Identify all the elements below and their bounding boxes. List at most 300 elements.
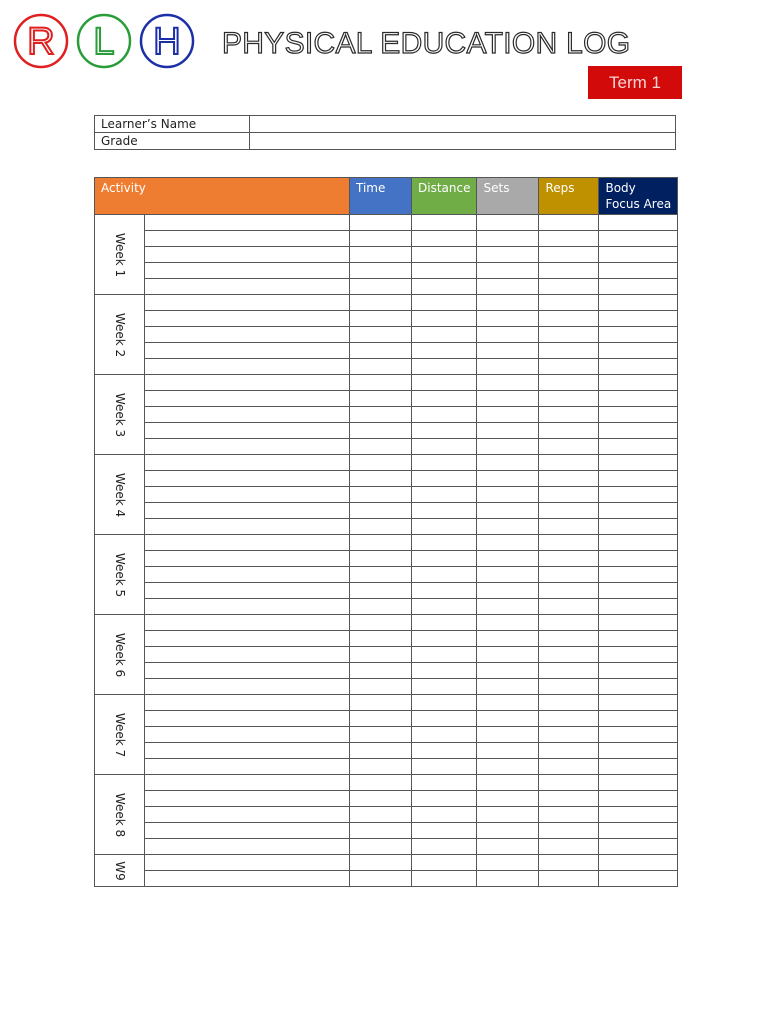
time-cell[interactable]	[350, 263, 412, 279]
body-focus-area-cell[interactable]	[599, 327, 678, 343]
activity-cell[interactable]	[145, 647, 350, 663]
log-row	[95, 759, 678, 775]
log-row	[95, 807, 678, 823]
body-focus-area-cell[interactable]	[599, 743, 678, 759]
log-row	[95, 631, 678, 647]
sets-cell[interactable]	[477, 407, 539, 423]
activity-cell[interactable]	[145, 631, 350, 647]
reps-cell[interactable]	[539, 263, 599, 279]
reps-cell[interactable]	[539, 567, 599, 583]
body-focus-area-cell[interactable]	[599, 471, 678, 487]
distance-cell[interactable]	[412, 647, 477, 663]
log-row	[95, 391, 678, 407]
reps-cell[interactable]	[539, 375, 599, 391]
activity-cell[interactable]	[145, 599, 350, 615]
activity-cell[interactable]	[145, 695, 350, 711]
time-cell[interactable]	[350, 839, 412, 855]
body-focus-area-cell[interactable]	[599, 615, 678, 631]
reps-cell[interactable]	[539, 695, 599, 711]
distance-cell[interactable]	[412, 407, 477, 423]
sets-cell[interactable]	[477, 535, 539, 551]
sets-cell[interactable]	[477, 519, 539, 535]
time-cell[interactable]	[350, 855, 412, 871]
sets-cell[interactable]	[477, 647, 539, 663]
week-label-cell	[95, 695, 145, 775]
activity-cell[interactable]	[145, 567, 350, 583]
time-cell[interactable]	[350, 743, 412, 759]
reps-cell[interactable]	[539, 599, 599, 615]
week-label-cell	[95, 615, 145, 695]
log-row	[95, 247, 678, 263]
time-cell[interactable]	[350, 631, 412, 647]
distance-cell[interactable]	[412, 231, 477, 247]
sets-cell[interactable]	[477, 471, 539, 487]
body-focus-area-cell[interactable]	[599, 343, 678, 359]
distance-cell[interactable]	[412, 791, 477, 807]
distance-cell[interactable]	[412, 359, 477, 375]
reps-cell[interactable]	[539, 231, 599, 247]
time-cell[interactable]	[350, 279, 412, 295]
body-focus-area-cell[interactable]	[599, 407, 678, 423]
sets-cell[interactable]	[477, 551, 539, 567]
log-row	[95, 375, 678, 391]
time-cell[interactable]	[350, 295, 412, 311]
body-focus-area-cell[interactable]	[599, 567, 678, 583]
sets-cell[interactable]	[477, 231, 539, 247]
body-focus-area-cell[interactable]	[599, 871, 678, 887]
log-row	[95, 695, 678, 711]
time-cell[interactable]	[350, 439, 412, 455]
body-focus-area-cell[interactable]	[599, 247, 678, 263]
reps-cell[interactable]	[539, 471, 599, 487]
distance-cell[interactable]	[412, 343, 477, 359]
log-row	[95, 567, 678, 583]
activity-cell[interactable]	[145, 855, 350, 871]
reps-cell[interactable]	[539, 647, 599, 663]
distance-cell[interactable]	[412, 295, 477, 311]
activity-cell[interactable]	[145, 583, 350, 599]
time-cell[interactable]	[350, 791, 412, 807]
sets-cell[interactable]	[477, 391, 539, 407]
time-cell[interactable]	[350, 695, 412, 711]
activity-cell[interactable]	[145, 807, 350, 823]
body-focus-area-cell[interactable]	[599, 647, 678, 663]
sets-cell[interactable]	[477, 487, 539, 503]
time-cell[interactable]	[350, 343, 412, 359]
sets-cell[interactable]	[477, 263, 539, 279]
distance-cell[interactable]	[412, 455, 477, 471]
learner-name-field[interactable]	[250, 116, 676, 133]
sets-cell[interactable]	[477, 823, 539, 839]
log-row	[95, 855, 678, 871]
reps-cell[interactable]	[539, 807, 599, 823]
log-row	[95, 215, 678, 231]
sets-cell[interactable]	[477, 503, 539, 519]
learner-name-row	[95, 116, 676, 133]
week-label: Week 3	[112, 392, 127, 437]
time-cell[interactable]	[350, 583, 412, 599]
distance-cell[interactable]	[412, 823, 477, 839]
logo-letter-h: H	[153, 21, 181, 63]
activity-cell[interactable]	[145, 711, 350, 727]
reps-cell[interactable]	[539, 615, 599, 631]
body-focus-area-header: Body Focus Area	[599, 178, 678, 215]
activity-cell[interactable]	[145, 343, 350, 359]
sets-cell[interactable]	[477, 727, 539, 743]
body-focus-area-cell[interactable]	[599, 503, 678, 519]
learner-info-table	[94, 115, 676, 150]
log-row	[95, 791, 678, 807]
sets-cell[interactable]	[477, 247, 539, 263]
week-label: W9	[112, 860, 127, 881]
body-focus-area-cell[interactable]	[599, 423, 678, 439]
body-focus-area-cell[interactable]	[599, 263, 678, 279]
reps-cell[interactable]	[539, 759, 599, 775]
reps-cell[interactable]	[539, 359, 599, 375]
activity-cell[interactable]	[145, 263, 350, 279]
time-cell[interactable]	[350, 407, 412, 423]
body-focus-area-cell[interactable]	[599, 535, 678, 551]
activity-cell[interactable]	[145, 551, 350, 567]
reps-cell[interactable]	[539, 247, 599, 263]
log-row	[95, 775, 678, 791]
body-focus-area-cell[interactable]	[599, 279, 678, 295]
body-focus-area-cell[interactable]	[599, 295, 678, 311]
time-cell[interactable]	[350, 567, 412, 583]
reps-cell[interactable]	[539, 519, 599, 535]
time-cell[interactable]	[350, 487, 412, 503]
distance-cell[interactable]	[412, 583, 477, 599]
activity-cell[interactable]	[145, 871, 350, 887]
distance-cell[interactable]	[412, 263, 477, 279]
distance-cell[interactable]	[412, 279, 477, 295]
time-cell[interactable]	[350, 807, 412, 823]
time-header: Time	[350, 178, 412, 215]
reps-cell[interactable]	[539, 407, 599, 423]
log-row	[95, 295, 678, 311]
distance-cell[interactable]	[412, 551, 477, 567]
distance-cell[interactable]	[412, 807, 477, 823]
reps-cell[interactable]	[539, 487, 599, 503]
time-cell[interactable]	[350, 231, 412, 247]
time-cell[interactable]	[350, 391, 412, 407]
time-cell[interactable]	[350, 551, 412, 567]
reps-cell[interactable]	[539, 279, 599, 295]
log-row	[95, 231, 678, 247]
activity-cell[interactable]	[145, 535, 350, 551]
body-focus-area-cell[interactable]	[599, 695, 678, 711]
reps-cell[interactable]	[539, 535, 599, 551]
activity-cell[interactable]	[145, 839, 350, 855]
activity-cell[interactable]	[145, 503, 350, 519]
reps-cell[interactable]	[539, 583, 599, 599]
sets-header: Sets	[477, 178, 539, 215]
reps-cell[interactable]	[539, 551, 599, 567]
body-focus-area-cell[interactable]	[599, 583, 678, 599]
time-cell[interactable]	[350, 471, 412, 487]
reps-cell[interactable]	[539, 311, 599, 327]
sets-cell[interactable]	[477, 567, 539, 583]
activity-cell[interactable]	[145, 279, 350, 295]
body-focus-area-cell[interactable]	[599, 455, 678, 471]
activity-cell[interactable]	[145, 727, 350, 743]
reps-cell[interactable]	[539, 839, 599, 855]
time-cell[interactable]	[350, 823, 412, 839]
sets-cell[interactable]	[477, 855, 539, 871]
activity-cell[interactable]	[145, 439, 350, 455]
activity-cell[interactable]	[145, 487, 350, 503]
body-focus-area-cell[interactable]	[599, 775, 678, 791]
time-cell[interactable]	[350, 375, 412, 391]
sets-cell[interactable]	[477, 791, 539, 807]
distance-cell[interactable]	[412, 215, 477, 231]
activity-cell[interactable]	[145, 455, 350, 471]
reps-cell[interactable]	[539, 711, 599, 727]
body-focus-area-cell[interactable]	[599, 215, 678, 231]
sets-cell[interactable]	[477, 615, 539, 631]
activity-cell[interactable]	[145, 295, 350, 311]
activity-log-table	[94, 177, 678, 887]
body-focus-area-cell[interactable]	[599, 487, 678, 503]
body-focus-area-cell[interactable]	[599, 375, 678, 391]
distance-cell[interactable]	[412, 471, 477, 487]
time-cell[interactable]	[350, 711, 412, 727]
sets-cell[interactable]	[477, 599, 539, 615]
distance-cell[interactable]	[412, 567, 477, 583]
body-focus-area-cell[interactable]	[599, 519, 678, 535]
log-row	[95, 487, 678, 503]
reps-cell[interactable]	[539, 391, 599, 407]
body-focus-area-cell[interactable]	[599, 631, 678, 647]
time-cell[interactable]	[350, 311, 412, 327]
log-row	[95, 679, 678, 695]
activity-cell[interactable]	[145, 359, 350, 375]
sets-cell[interactable]	[477, 311, 539, 327]
log-row	[95, 663, 678, 679]
distance-cell[interactable]	[412, 775, 477, 791]
reps-cell[interactable]	[539, 295, 599, 311]
body-focus-area-cell[interactable]	[599, 823, 678, 839]
time-cell[interactable]	[350, 503, 412, 519]
time-cell[interactable]	[350, 663, 412, 679]
time-cell[interactable]	[350, 215, 412, 231]
log-row	[95, 503, 678, 519]
time-cell[interactable]	[350, 423, 412, 439]
grade-label: Grade	[95, 133, 250, 150]
sets-cell[interactable]	[477, 631, 539, 647]
sets-cell[interactable]	[477, 807, 539, 823]
reps-cell[interactable]	[539, 791, 599, 807]
body-focus-area-cell[interactable]	[599, 663, 678, 679]
time-cell[interactable]	[350, 871, 412, 887]
distance-cell[interactable]	[412, 615, 477, 631]
distance-cell[interactable]	[412, 711, 477, 727]
activity-cell[interactable]	[145, 231, 350, 247]
activity-cell[interactable]	[145, 247, 350, 263]
sets-cell[interactable]	[477, 775, 539, 791]
reps-cell[interactable]	[539, 215, 599, 231]
reps-cell[interactable]	[539, 823, 599, 839]
reps-cell[interactable]	[539, 343, 599, 359]
distance-cell[interactable]	[412, 535, 477, 551]
sets-cell[interactable]	[477, 439, 539, 455]
distance-cell[interactable]	[412, 759, 477, 775]
sets-cell[interactable]	[477, 327, 539, 343]
activity-cell[interactable]	[145, 375, 350, 391]
term-badge: Term 1	[588, 66, 682, 99]
time-cell[interactable]	[350, 775, 412, 791]
log-row	[95, 311, 678, 327]
time-cell[interactable]	[350, 359, 412, 375]
log-row	[95, 839, 678, 855]
body-focus-area-cell[interactable]	[599, 231, 678, 247]
sets-cell[interactable]	[477, 359, 539, 375]
time-cell[interactable]	[350, 327, 412, 343]
page-title: PHYSICAL EDUCATION LOG	[222, 27, 631, 60]
distance-cell[interactable]	[412, 487, 477, 503]
log-header-row	[95, 178, 678, 215]
sets-cell[interactable]	[477, 663, 539, 679]
reps-cell[interactable]	[539, 631, 599, 647]
week-label-cell	[95, 855, 145, 887]
body-focus-area-cell[interactable]	[599, 359, 678, 375]
sets-cell[interactable]	[477, 679, 539, 695]
reps-cell[interactable]	[539, 327, 599, 343]
time-cell[interactable]	[350, 727, 412, 743]
distance-cell[interactable]	[412, 311, 477, 327]
sets-cell[interactable]	[477, 375, 539, 391]
sets-cell[interactable]	[477, 279, 539, 295]
time-cell[interactable]	[350, 519, 412, 535]
distance-cell[interactable]	[412, 375, 477, 391]
reps-cell[interactable]	[539, 663, 599, 679]
sets-cell[interactable]	[477, 423, 539, 439]
sets-cell[interactable]	[477, 583, 539, 599]
distance-cell[interactable]	[412, 695, 477, 711]
distance-cell[interactable]	[412, 391, 477, 407]
distance-cell[interactable]	[412, 503, 477, 519]
time-cell[interactable]	[350, 679, 412, 695]
grade-field[interactable]	[250, 133, 676, 150]
distance-cell[interactable]	[412, 423, 477, 439]
logo-letter-l: L	[93, 21, 115, 63]
log-row	[95, 583, 678, 599]
body-focus-area-cell[interactable]	[599, 759, 678, 775]
body-focus-area-cell[interactable]	[599, 711, 678, 727]
sets-cell[interactable]	[477, 695, 539, 711]
body-focus-area-cell[interactable]	[599, 727, 678, 743]
sets-cell[interactable]	[477, 295, 539, 311]
distance-cell[interactable]	[412, 663, 477, 679]
time-cell[interactable]	[350, 455, 412, 471]
activity-cell[interactable]	[145, 759, 350, 775]
reps-cell[interactable]	[539, 775, 599, 791]
sets-cell[interactable]	[477, 343, 539, 359]
body-focus-area-cell[interactable]	[599, 551, 678, 567]
sets-cell[interactable]	[477, 759, 539, 775]
week-label: Week 8	[112, 792, 127, 837]
activity-cell[interactable]	[145, 407, 350, 423]
reps-cell[interactable]	[539, 855, 599, 871]
distance-cell[interactable]	[412, 247, 477, 263]
distance-cell[interactable]	[412, 839, 477, 855]
sets-cell[interactable]	[477, 871, 539, 887]
distance-cell[interactable]	[412, 439, 477, 455]
activity-cell[interactable]	[145, 823, 350, 839]
time-cell[interactable]	[350, 247, 412, 263]
distance-cell[interactable]	[412, 599, 477, 615]
body-focus-area-cell[interactable]	[599, 391, 678, 407]
rlh-logo	[12, 12, 197, 70]
activity-cell[interactable]	[145, 615, 350, 631]
activity-cell[interactable]	[145, 743, 350, 759]
reps-cell[interactable]	[539, 423, 599, 439]
reps-cell[interactable]	[539, 679, 599, 695]
log-row	[95, 823, 678, 839]
distance-cell[interactable]	[412, 871, 477, 887]
activity-cell[interactable]	[145, 471, 350, 487]
activity-cell[interactable]	[145, 663, 350, 679]
body-focus-area-cell[interactable]	[599, 311, 678, 327]
distance-cell[interactable]	[412, 519, 477, 535]
distance-cell[interactable]	[412, 743, 477, 759]
reps-cell[interactable]	[539, 455, 599, 471]
distance-cell[interactable]	[412, 631, 477, 647]
time-cell[interactable]	[350, 535, 412, 551]
reps-cell[interactable]	[539, 727, 599, 743]
activity-cell[interactable]	[145, 775, 350, 791]
time-cell[interactable]	[350, 615, 412, 631]
reps-cell[interactable]	[539, 439, 599, 455]
activity-cell[interactable]	[145, 423, 350, 439]
distance-cell[interactable]	[412, 855, 477, 871]
distance-cell[interactable]	[412, 327, 477, 343]
reps-cell[interactable]	[539, 743, 599, 759]
activity-cell[interactable]	[145, 215, 350, 231]
time-cell[interactable]	[350, 599, 412, 615]
time-cell[interactable]	[350, 759, 412, 775]
sets-cell[interactable]	[477, 839, 539, 855]
log-row	[95, 599, 678, 615]
sets-cell[interactable]	[477, 455, 539, 471]
body-focus-area-cell[interactable]	[599, 839, 678, 855]
distance-cell[interactable]	[412, 679, 477, 695]
activity-cell[interactable]	[145, 679, 350, 695]
distance-cell[interactable]	[412, 727, 477, 743]
log-row	[95, 455, 678, 471]
activity-cell[interactable]	[145, 791, 350, 807]
reps-cell[interactable]	[539, 503, 599, 519]
sets-cell[interactable]	[477, 711, 539, 727]
log-row	[95, 535, 678, 551]
body-focus-area-cell[interactable]	[599, 599, 678, 615]
body-focus-area-cell[interactable]	[599, 807, 678, 823]
activity-cell[interactable]	[145, 519, 350, 535]
sets-cell[interactable]	[477, 215, 539, 231]
week-label-cell	[95, 295, 145, 375]
sets-cell[interactable]	[477, 743, 539, 759]
logo-letter-r: R	[27, 21, 55, 63]
body-focus-area-cell[interactable]	[599, 679, 678, 695]
activity-cell[interactable]	[145, 327, 350, 343]
body-focus-area-cell[interactable]	[599, 855, 678, 871]
body-focus-area-cell[interactable]	[599, 439, 678, 455]
activity-cell[interactable]	[145, 311, 350, 327]
time-cell[interactable]	[350, 647, 412, 663]
body-focus-area-cell[interactable]	[599, 791, 678, 807]
reps-cell[interactable]	[539, 871, 599, 887]
activity-cell[interactable]	[145, 391, 350, 407]
